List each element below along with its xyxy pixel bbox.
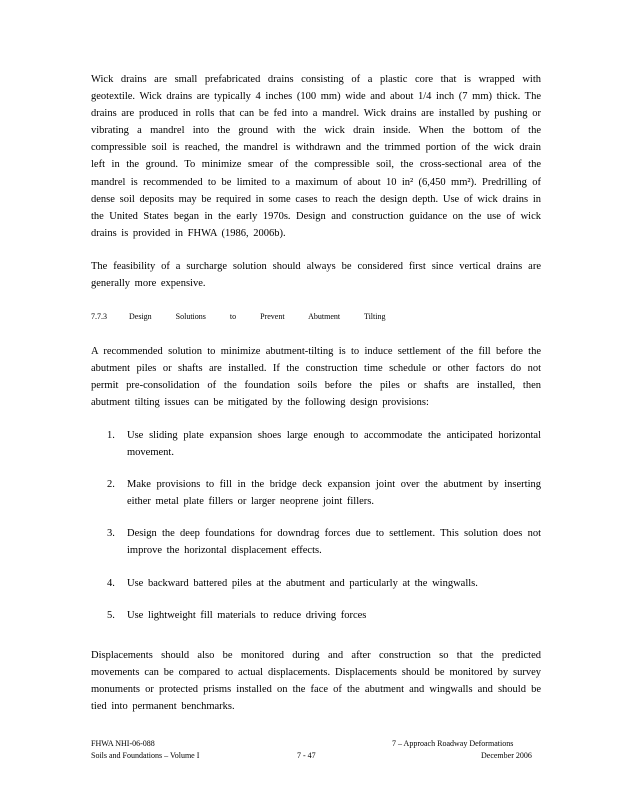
list-item (107, 607, 541, 624)
list-item-number: 2. (107, 479, 115, 491)
paragraph-wick-drains: Wick drains are small prefabricated drains consisting of a plastic core that is wrapped with geotextile. Wick drains are typically 4 inches (100 mm) wide and about 1/4 inch (7 mm) thick. The drains are produced in rolls that can be fed into a mandrel. Wick drains are installed by pushing or vibrating a mandrel into the ground with the wick drain inside. When the bottom of the compressible soil is reached, the mandrel is withdrawn and the trimmed portion of the wick drain left in the ground. To minimize smear of the compressible soil, the cross-sectional area of the mandrel is recommended to be limited to a maximum of about 10 in² (6,450 mm²). Predrilling of dense soil deposits may be required in some cases to reach the design depth. Use of wick drains in the United States began in the early 1970s. Design and construction guidance on the use of wick drains is provided in FHWA (1986, 2006b). (91, 74, 541, 239)
list-item-number: 4. (107, 577, 115, 589)
paragraph-recommended: A recommended solution to minimize abutment-tilting is to induce settlement of the fill before the abutment piles or shafts are installed. If the construction time schedule or other factors do not permit pre-consolidation of the foundation soils before the piles or shafts are installed, then abutment tilting issues can be mitigated by the following design provisions: (91, 346, 541, 409)
footer-doc-id: FHWA NHI-06-088 (91, 739, 155, 748)
list-item (107, 476, 541, 510)
paragraph-displacements: Displacements should also be monitored during and after construction so that the predicted movements can be compared to actual displacements. Displacements should be monitored by survey monuments or protected prisms installed on the face of the abutment and wingwalls and should be tied into permanent benchmarks. (91, 650, 541, 713)
section-number: 7.7.3 (91, 312, 107, 321)
provisions-list (107, 427, 541, 639)
footer-date: December 2006 (481, 751, 532, 760)
section-heading (91, 312, 385, 321)
paragraph-surcharge: The feasibility of a surcharge solution should always be considered first since vertical drains are generally more expensive. (91, 261, 541, 290)
list-item (107, 575, 541, 592)
footer-chapter: 7 – Approach Roadway Deformations (392, 739, 514, 748)
list-item-text: Use backward battered piles at the abutment and particularly at the wingwalls. (127, 577, 478, 589)
footer-volume: Soils and Foundations – Volume I (91, 751, 200, 760)
footer-page-number: 7 - 47 (297, 751, 316, 760)
list-item-number: 5. (107, 609, 115, 621)
list-item-text: Make provisions to fill in the bridge deck expansion joint over the abutment by inserting either metal plate fillers or larger neoprene joint fillers. (127, 479, 541, 508)
section-title: Design Solutions to Prevent Abutment Tilting (129, 312, 386, 321)
list-item-number: 1. (107, 430, 115, 441)
list-item-text: Design the deep foundations for downdrag forces due to settlement. This solution does not improve the horizontal displacement effects. (127, 528, 541, 557)
list-item (107, 525, 541, 559)
list-item-number: 3. (107, 528, 115, 540)
list-item-text: Use sliding plate expansion shoes large enough to accommodate the anticipated horizontal movement. (127, 430, 541, 459)
list-item-text: Use lightweight fill materials to reduce driving forces (127, 609, 367, 621)
list-item (107, 427, 541, 461)
